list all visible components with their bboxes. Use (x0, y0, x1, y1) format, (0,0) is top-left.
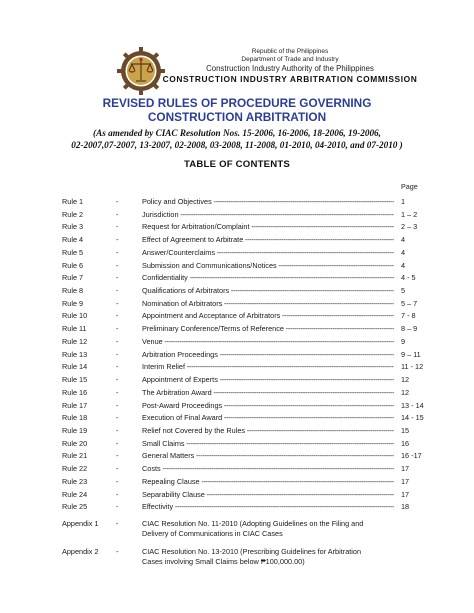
toc-rule-number: Rule 19 (62, 425, 88, 435)
toc-entry-title: Confidentiality ----- (142, 272, 394, 285)
toc-row (0, 400, 474, 413)
toc-page-number: 4 - 5 (401, 273, 416, 283)
toc-entry-title: Appointment and Acceptance of Arbitrators ----- (142, 310, 394, 323)
toc-entry-title: Post-Award Proceedings ----- (142, 400, 394, 413)
toc-rule-number: Rule 8 (62, 286, 84, 296)
toc-entry-title: Venue ----- (142, 336, 394, 349)
toc-rule-number: Rule 7 (62, 273, 84, 283)
appendix-title (142, 547, 410, 567)
toc-rule-number: Rule 2 (62, 209, 84, 219)
toc-row (0, 501, 474, 514)
commission-line: CONSTRUCTION INDUSTRY ARBITRATION COMMISSION (162, 74, 418, 84)
toc-row (0, 489, 474, 502)
toc-page-number: 5 – 7 (401, 298, 418, 308)
toc-entry-title: Jurisdiction ----- (142, 209, 394, 222)
amendment-note (30, 127, 444, 151)
toc-page-number: 4 (401, 247, 406, 257)
toc-row (0, 463, 474, 476)
toc-row (0, 234, 474, 247)
toc-separator: - (116, 273, 119, 283)
republic-line: Republic of the Philippines (251, 48, 329, 55)
toc-rule-number: Rule 15 (62, 375, 88, 385)
toc-page-number: 9 – 11 (401, 349, 421, 359)
title-line-1: REVISED RULES OF PROCEDURE GOVERNING (102, 96, 372, 110)
toc-page-number: 17 (401, 464, 410, 474)
department-line: Department of Trade and Industry (241, 56, 339, 63)
document-title (0, 96, 474, 124)
toc-page-number: 18 (401, 502, 410, 512)
toc-row (0, 285, 474, 298)
toc-page-number: 11 - 12 (401, 362, 424, 372)
toc-rule-number: Rule 9 (62, 298, 84, 308)
toc-rule-number: Rule 21 (62, 451, 88, 461)
toc-entry-title: Costs ----- (142, 463, 394, 476)
toc-separator: - (116, 286, 119, 296)
toc-separator: - (116, 311, 119, 321)
toc-row (0, 374, 474, 387)
toc-row (0, 260, 474, 273)
toc-entry-title: Effectivity ----- (142, 501, 394, 514)
toc-rule-number: Rule 18 (62, 413, 88, 423)
toc-rule-number: Rule 24 (62, 489, 88, 499)
toc-page-number: 17 (401, 489, 410, 499)
toc-rule-number: Rule 5 (62, 247, 84, 257)
toc-separator: - (116, 438, 119, 448)
toc-separator: - (116, 547, 119, 556)
toc-entry-title: Submission and Communications/Notices ----- (142, 260, 394, 273)
amendment-line-2: 02-2007,07-2007, 13-2007, 02-2008, 03-2008, 11-2008, 01-2010, 04-2010, and 07-2010 ) (71, 140, 403, 150)
toc-row (0, 349, 474, 362)
toc-separator: - (116, 197, 119, 206)
toc-rule-number: Rule 17 (62, 400, 88, 410)
toc-entry-title: Preliminary Conference/Terms of Reference ----- (142, 323, 394, 336)
toc-separator: - (116, 464, 119, 474)
toc-row (0, 209, 474, 222)
toc-rule-number: Rule 20 (62, 438, 88, 448)
toc-separator: - (116, 489, 119, 499)
toc-page-number: 12 (401, 375, 410, 385)
toc-rule-number: Rule 12 (62, 336, 88, 346)
authority-line: Construction Industry Authority of the Philippines (206, 64, 374, 73)
toc-page-number: 16 (401, 438, 410, 448)
toc-entry-title: Interim Relief ----- (142, 361, 394, 374)
toc-rule-number: Rule 4 (62, 235, 84, 245)
toc-separator: - (116, 235, 119, 245)
toc-entry-title: Relief not Covered by the Rules ----- (142, 425, 394, 438)
agency-header (140, 48, 440, 84)
toc-rule-number: Rule 22 (62, 464, 88, 474)
toc-row (0, 361, 474, 374)
toc-page-number: 7 - 8 (401, 311, 416, 321)
toc-separator: - (116, 476, 119, 486)
toc-row (0, 412, 474, 425)
toc-separator: - (116, 375, 119, 385)
amendment-line-1: (As amended by CIAC Resolution Nos. 15-2006, 16-2006, 18-2006, 19-2006, (93, 128, 381, 138)
appendix-label: Appendix 2 (62, 547, 99, 556)
toc-rule-number: Rule 1 (62, 197, 84, 206)
toc-row (0, 323, 474, 336)
toc-page-number: 14 - 15 (401, 413, 424, 423)
toc-rule-number: Rule 10 (62, 311, 88, 321)
toc-rule-number: Rule 11 (62, 324, 87, 334)
toc-row (0, 336, 474, 349)
toc-entry-title: The Arbitration Award ----- (142, 387, 394, 400)
toc-entry-title: Small Claims ----- (142, 438, 394, 451)
toc-row (0, 221, 474, 234)
toc-row (0, 438, 474, 451)
toc-entry-title: Repealing Clause ----- (142, 476, 394, 489)
toc-row (0, 247, 474, 260)
page-column-label: Page (401, 182, 418, 191)
appendix-title (142, 519, 410, 539)
toc-separator: - (116, 413, 119, 423)
toc-row (0, 387, 474, 400)
toc-heading: TABLE OF CONTENTS (183, 159, 291, 170)
toc-entry-title: Separability Clause ----- (142, 489, 394, 502)
toc-rule-number: Rule 23 (62, 476, 88, 486)
toc-entry-title: Qualifications of Arbitrators ----- (142, 285, 394, 298)
toc-entry-title: Policy and Objectives ----- (142, 196, 394, 209)
toc-page-number: 4 (401, 260, 406, 270)
toc-rule-number: Rule 13 (62, 349, 88, 359)
toc-entry-title: Arbitration Proceedings ----- (142, 349, 394, 362)
appendix-label: Appendix 1 (62, 519, 99, 528)
toc-separator: - (116, 336, 119, 346)
title-line-2: CONSTRUCTION ARBITRATION (147, 110, 327, 124)
toc-row (0, 310, 474, 323)
toc-rule-number: Rule 3 (62, 222, 84, 232)
toc-separator: - (116, 349, 119, 359)
toc-entry-title: Nomination of Arbitrators ----- (142, 298, 394, 311)
toc-entry-title: Effect of Agreement to Arbitrate ----- (142, 234, 394, 247)
toc-separator: - (116, 209, 119, 219)
toc-page-number: 2 – 3 (401, 222, 418, 232)
toc-row (0, 272, 474, 285)
toc-entry-title: General Matters ----- (142, 450, 394, 463)
toc-separator: - (116, 222, 119, 232)
toc-row (0, 298, 474, 311)
toc-separator: - (116, 451, 119, 461)
toc-page-number: 1 (401, 197, 406, 206)
toc-rule-number: Rule 16 (62, 387, 88, 397)
toc-page-number: 12 (401, 387, 410, 397)
appendix-title-line-1: CIAC Resolution No. 13-2010 (Prescribing Guidelines for Arbitration (142, 547, 362, 556)
toc-page-number: 5 (401, 286, 406, 296)
appendix-title-line-2: Delivery of Communications in CIAC Cases (142, 529, 283, 538)
toc-separator: - (116, 502, 119, 512)
toc-row (0, 476, 474, 489)
toc-separator: - (116, 324, 119, 334)
toc-separator: - (116, 425, 119, 435)
toc-separator: - (116, 362, 119, 372)
toc-row (0, 450, 474, 463)
toc-page-number: 8 – 9 (401, 324, 418, 334)
toc-separator: - (116, 247, 119, 257)
toc-entry-title: Request for Arbitration/Complaint ----- (142, 221, 394, 234)
toc-entry-title: Answer/Counterclaims ----- (142, 247, 394, 260)
appendix-title-line-2: Cases involving Small Claims below ₱100,000.00) (142, 557, 305, 566)
toc-page-number: 17 (401, 476, 410, 486)
toc-page-number: 16 -17 (401, 451, 422, 461)
toc-page-number: 13 - 14 (401, 400, 424, 410)
toc-page-number: 9 (401, 336, 406, 346)
toc-page-number: 15 (401, 425, 410, 435)
toc-separator: - (116, 519, 119, 528)
toc-entry-title: Execution of Final Award ----- (142, 412, 394, 425)
toc-page-number: 1 – 2 (401, 209, 418, 219)
toc-separator: - (116, 387, 119, 397)
toc-rule-number: Rule 6 (62, 260, 84, 270)
toc-separator: - (116, 260, 119, 270)
toc-page-number: 4 (401, 235, 406, 245)
toc-row (0, 425, 474, 438)
toc-separator: - (116, 400, 119, 410)
toc-rule-number: Rule 25 (62, 502, 88, 512)
toc-row (0, 196, 474, 209)
appendix-title-line-1: CIAC Resolution No. 11-2010 (Adopting Guidelines on the Filing and (142, 519, 364, 528)
toc-rule-number: Rule 14 (62, 362, 88, 372)
toc-separator: - (116, 298, 119, 308)
toc-entry-title: Appointment of Experts ----- (142, 374, 394, 387)
